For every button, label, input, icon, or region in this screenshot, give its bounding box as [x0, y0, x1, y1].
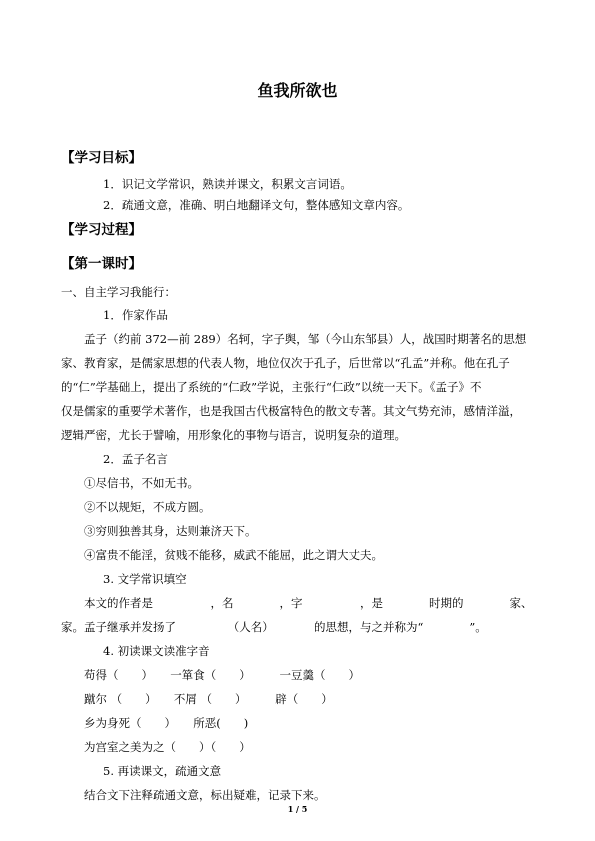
pronunciation-line: 乡为身死（ ） 所恶( ) [84, 716, 249, 730]
fill-blank-line: 本文的作者是 ，名 ，字 ，是 时期的 家、 [84, 596, 533, 610]
reading-subheading: 5. 再读课文，疏通文意 [103, 764, 222, 778]
author-text-line: 的“仁”学基础上，提出了系统的“仁政”学说，主张行“仁政”以统一天下。《孟子》不 [61, 380, 482, 394]
pronunciation-line: 蹴尔 （ ） 不屑 （ ） 辟（ ） [84, 692, 333, 706]
quote-item: ②不以规矩，不成方圆。 [84, 500, 211, 514]
quote-item: ④富贵不能淫，贫贱不能移，威武不能屈，此之谓大丈夫。 [84, 548, 383, 562]
section-goals-heading: 【学习目标】 [61, 150, 142, 166]
author-text-line: 孟子（约前 372—前 289）名轲，字子舆，邹（今山东邹县）人，战国时期著名的思想 [84, 332, 527, 346]
page-number: 1 / 5 [287, 804, 308, 814]
section-lesson1-heading: 【第一课时】 [61, 256, 142, 272]
goal-item-1: 1．识记文学常识，熟读并课文，积累文言词语。 [103, 177, 352, 191]
pronunciation-line: 苟得（ ） 一箪食（ ） 一豆羹（ ） [84, 668, 360, 682]
author-text-line: 逻辑严密，尤长于譬喻，用形象化的事物与语言，说明复杂的道理。 [61, 428, 406, 442]
section-process-heading: 【学习过程】 [61, 222, 142, 238]
quote-item: ①尽信书，不如无书。 [84, 476, 199, 490]
quote-item: ③穷则独善其身，达则兼济天下。 [84, 524, 257, 538]
part1-heading: 一、自主学习我能行： [61, 285, 176, 299]
quotes-subheading: 2．孟子名言 [103, 452, 168, 466]
document-title: 鱼我所欲也 [257, 81, 338, 100]
author-text-line: 家、教育家，是儒家思想的代表人物，地位仅次于孔子，后世常以“孔孟”并称。他在孔子 [61, 356, 510, 370]
author-text-line: 仅是儒家的重要学术著作，也是我国古代极富特色的散文专著。其文气势充沛，感情洋溢， [61, 404, 521, 418]
fill-subheading: 3. 文学常识填空 [103, 572, 187, 586]
author-subheading: 1．作家作品 [103, 308, 168, 322]
pronunciation-line: 为宫室之美为之（ ）（ ） [84, 740, 251, 754]
reading-instruction: 结合文下注释疏通文意，标出疑难，记录下来。 [84, 788, 326, 802]
fill-blank-line: 家。孟子继承并发扬了 （人名） 的思想，与之并称为“ ”。 [61, 620, 487, 634]
goal-item-2: 2．疏通文意，准确、明白地翻译文句，整体感知文章内容。 [103, 198, 410, 212]
pronunciation-subheading: 4. 初读课文读准字音 [103, 644, 210, 658]
